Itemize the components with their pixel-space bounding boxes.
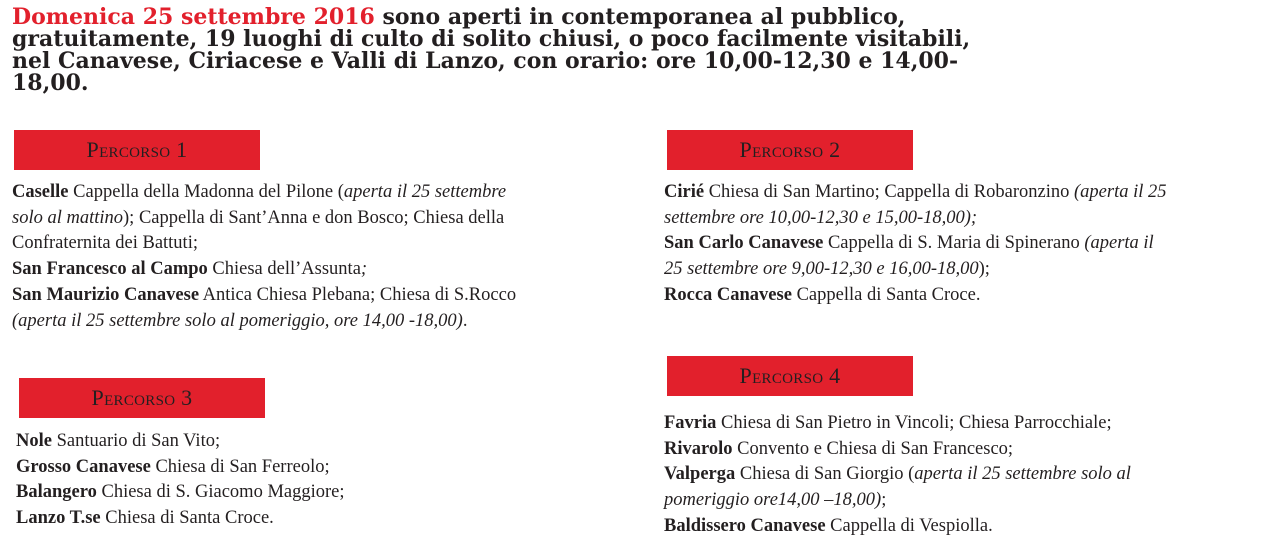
opening-note: (aperta il 25 [1074,182,1167,202]
percorso-3-list [16,429,345,532]
list-item [12,206,516,232]
list-item [664,231,1167,257]
event-date: Domenica 25 settembre 2016 [12,4,375,30]
location-name: Rocca Canavese [664,284,792,305]
church-text: Antica Chiesa Plebana; Chiesa di S.Rocco [199,284,517,305]
list-item [16,480,345,506]
opening-note: 25 settembre ore 9,00-12,30 e 16,00-18,00 [664,259,979,280]
location-name: Balangero [16,482,97,503]
list-item [12,180,516,206]
opening-note: ; [360,259,368,280]
list-item [16,455,345,481]
list-item [12,231,516,257]
opening-note: (aperta il [1084,233,1154,254]
list-item [664,462,1131,488]
church-text: ); [978,259,990,280]
church-text: Cappella di Vespiolla. [825,515,993,536]
location-name: Valperga [664,464,736,485]
percorso-1-banner [14,130,260,170]
location-name: San Maurizio Canavese [12,284,200,305]
church-text: Santuario di San Vito; [51,431,221,451]
percorso-1-list [12,180,516,334]
intro-line-1: sono aperti in contemporanea al pubblico, [374,4,906,30]
opening-note: settembre ore 10,00-12,30 e 15,00-18,00); [664,207,978,228]
church-text: Chiesa di San Ferreolo; [150,456,330,477]
percorso-2-banner [667,130,913,170]
percorso-1-title: Percorso 1 [86,137,188,162]
location-name: Cirié [664,182,705,202]
list-item [12,257,516,283]
list-item [664,283,1167,309]
church-text: . [462,310,468,331]
church-text: Confraternita dei Battuti; [12,233,198,254]
location-name: San Francesco al Campo [12,259,208,280]
list-item [12,309,516,335]
church-text: Chiesa di San Pietro in Vincoli; Chiesa Parrocchiale; [716,413,1112,433]
opening-note: aperta il 25 settembre solo al [914,464,1131,485]
percorso-3-title: Percorso 3 [91,385,193,410]
list-item [664,206,1167,232]
opening-note: aperta il 25 settembre [343,182,507,202]
location-name: Nole [16,431,52,451]
church-text: Cappella di S. Maria di Spinerano [823,233,1085,254]
list-item [16,506,345,532]
list-item [664,257,1167,283]
location-name: Caselle [12,182,69,202]
church-text: Chiesa di San Giorgio ( [735,464,915,485]
church-text: Chiesa di San Martino; Cappella di Robaronzino [704,182,1074,202]
church-text: Chiesa di S. Giacomo Maggiore; [96,482,345,503]
percorso-4-list [664,411,1131,540]
location-name: Grosso Canavese [16,456,151,477]
opening-note: pomeriggio ore14,00 –18,00) [664,490,882,511]
percorso-2-list [664,180,1167,309]
list-item [664,180,1167,206]
church-text: Convento e Chiesa di San Francesco; [732,438,1014,459]
list-item [16,429,345,455]
intro-line-4: 18,00. [12,70,89,96]
percorso-2-title: Percorso 2 [739,137,841,162]
list-item [664,437,1131,463]
church-text: ); Cappella di Sant’Anna e don Bosco; Chiesa della [123,207,505,228]
church-text: ; [881,490,887,511]
church-text: Chiesa dell’Assunta [207,259,361,280]
location-name: Rivarolo [664,438,733,459]
list-item [664,411,1131,437]
opening-note: (aperta il 25 settembre solo al pomeriggio, ore 14,00 -18,00) [12,310,463,331]
intro-line-3: nel Canavese, Ciriacese e Valli di Lanzo, con orario: ore 10,00-12,30 e 14,00- [12,48,959,74]
opening-note: solo al mattino [12,207,124,228]
percorso-4-banner [667,356,913,396]
percorso-3-banner [19,378,265,418]
list-item [12,283,516,309]
list-item [664,488,1131,514]
church-text: Chiesa di Santa Croce. [100,508,274,529]
church-text: Cappella della Madonna del Pilone ( [68,182,344,202]
percorso-4-title: Percorso 4 [739,363,841,388]
intro-line-2: gratuitamente, 19 luoghi di culto di solito chiusi, o poco facilmente visitabili, [12,26,971,52]
location-name: San Carlo Canavese [664,233,824,254]
church-text: Cappella di Santa Croce. [791,284,981,305]
list-item [664,514,1131,540]
location-name: Favria [664,413,717,433]
intro-paragraph [12,6,1012,94]
location-name: Lanzo T.se [16,508,101,529]
location-name: Baldissero Canavese [664,515,826,536]
